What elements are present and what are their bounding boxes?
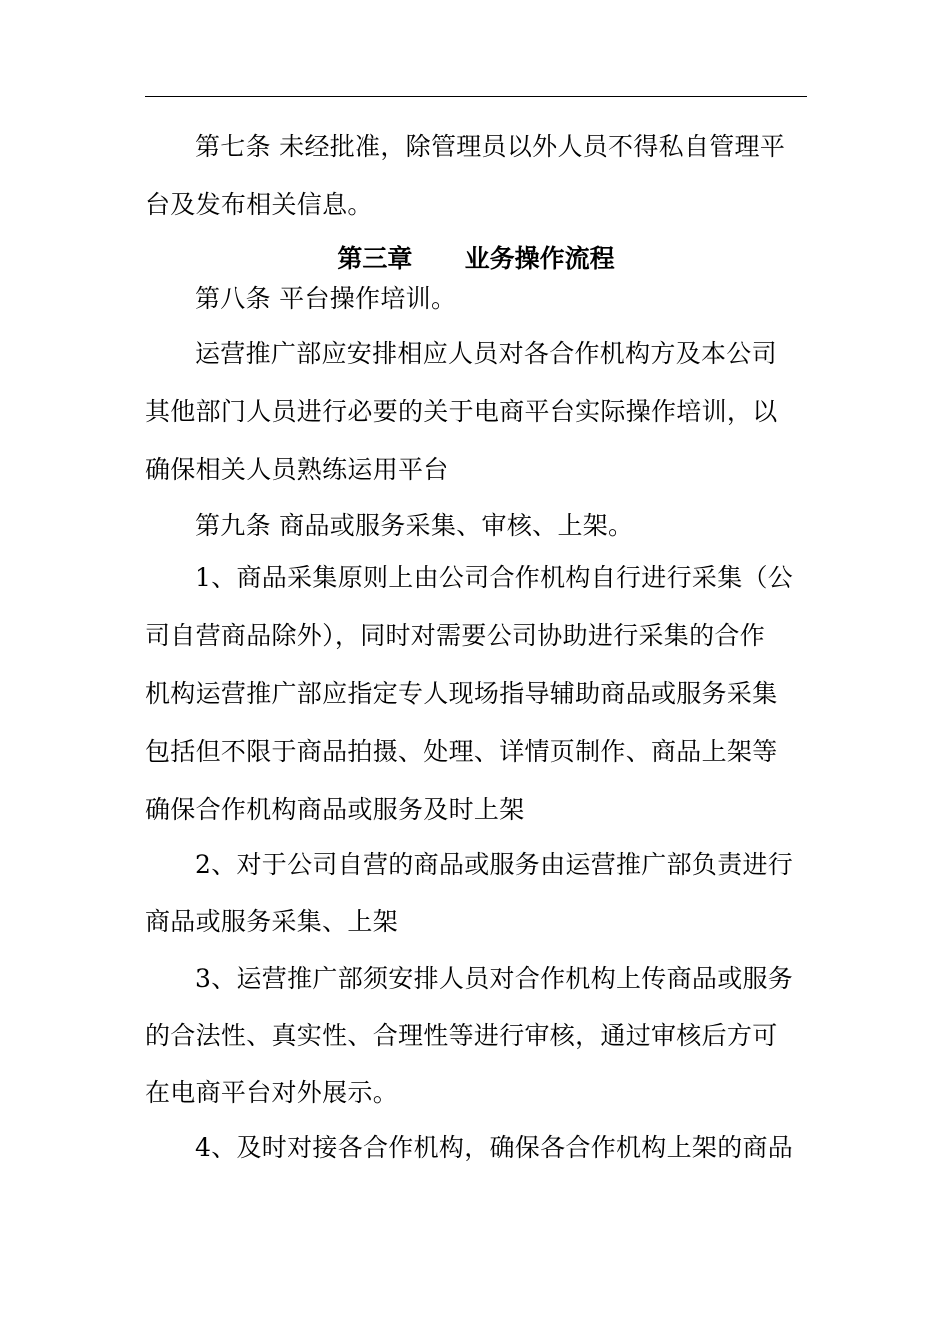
article-8-title: 第八条 平台操作培训。 <box>195 284 457 313</box>
article-8-line-1: 运营推广部应安排相应人员对各合作机构方及本公司 <box>195 339 777 368</box>
item-4-line-1: 4、及时对接各合作机构，确保各合作机构上架的商品 <box>195 1133 794 1162</box>
article-7-line-2: 台及发布相关信息。 <box>145 190 373 219</box>
article-8-line-2: 其他部门人员进行必要的关于电商平台实际操作培训，以 <box>145 397 778 426</box>
article-9-title: 第九条 商品或服务采集、审核、上架。 <box>195 511 634 540</box>
item-3-line-3: 在电商平台对外展示。 <box>145 1078 399 1107</box>
item-3-line-1: 3、运营推广部须安排人员对合作机构上传商品或服务 <box>195 964 794 993</box>
item-2-line-1: 2、对于公司自营的商品或服务由运营推广部负责进行 <box>195 850 794 879</box>
article-7-line-1: 第七条 未经批准，除管理员以外人员不得私自管理平 <box>195 132 786 161</box>
item-3-line-2: 的合法性、真实性、合理性等进行审核，通过审核后方可 <box>145 1021 778 1050</box>
item-1-line-3: 机构运营推广部应指定专人现场指导辅助商品或服务采集 <box>145 679 778 708</box>
item-1-line-2: 司自营商品除外），同时对需要公司协助进行采集的合作 <box>145 621 766 650</box>
item-1-line-1: 1、商品采集原则上由公司合作机构自行进行采集（公 <box>195 563 794 592</box>
header-rule <box>145 96 807 97</box>
chapter-heading: 第三章 业务操作流程 <box>337 244 615 273</box>
item-1-line-4: 包括但不限于商品拍摄、处理、详情页制作、商品上架等 <box>145 737 778 766</box>
article-8-line-3: 确保相关人员熟练运用平台 <box>145 455 449 484</box>
item-2-line-2: 商品或服务采集、上架 <box>145 907 399 936</box>
item-1-line-5: 确保合作机构商品或服务及时上架 <box>145 795 525 824</box>
